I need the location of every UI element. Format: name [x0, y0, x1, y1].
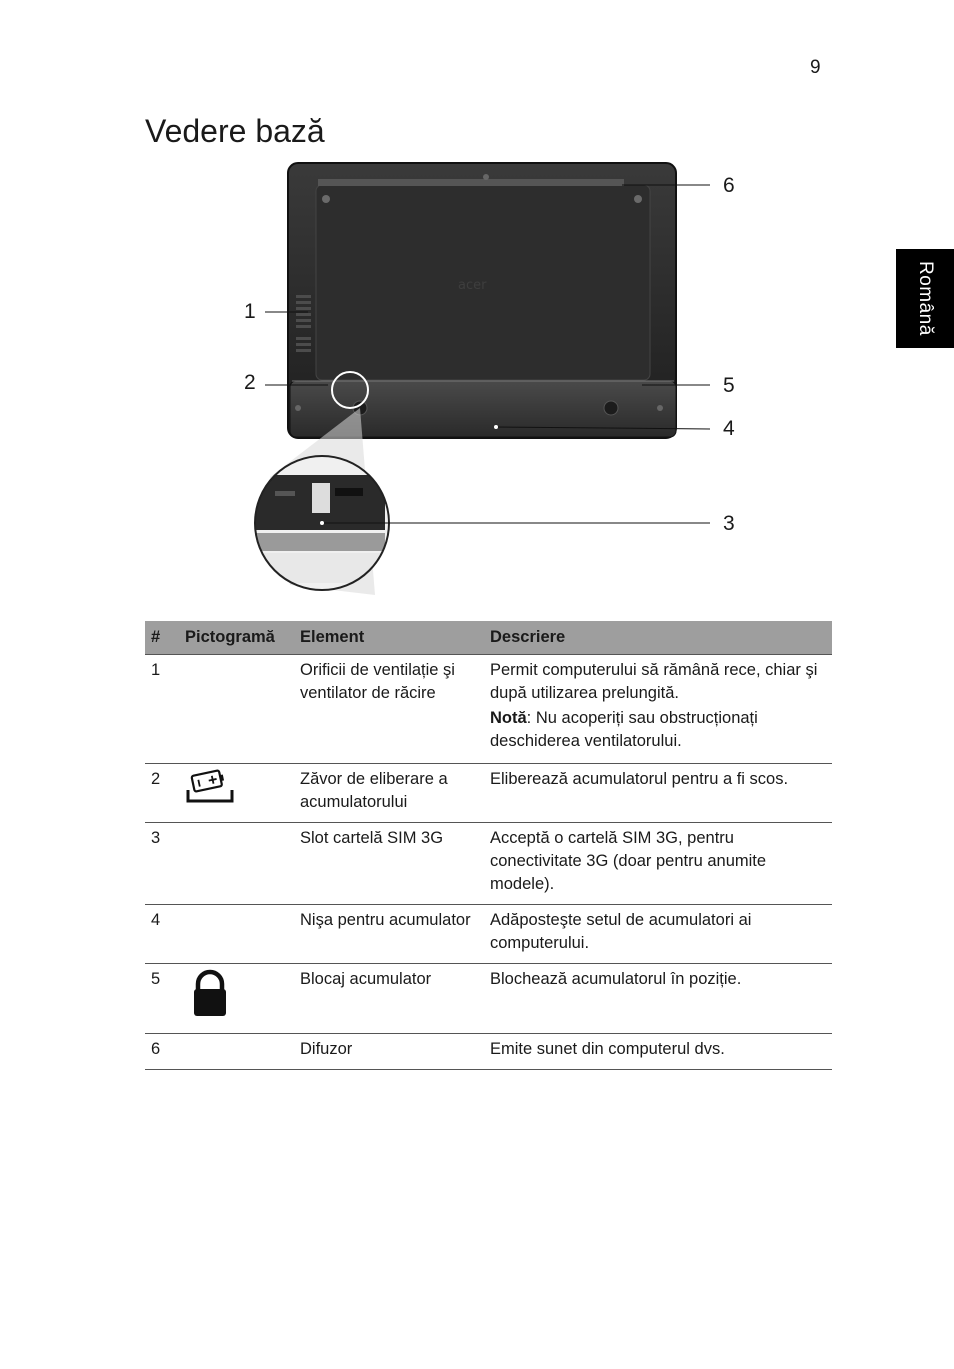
page-number: 9 — [810, 57, 821, 78]
row-description: Acceptă o cartelă SIM 3G, pentru conectivitate 3G (doar pentru anumite modele). — [484, 823, 832, 905]
row-icon-empty — [179, 905, 294, 964]
row-number: 5 — [145, 964, 179, 1034]
language-tab-label: Română — [915, 261, 936, 336]
components-table — [145, 621, 832, 1070]
table-header-row — [145, 621, 832, 655]
row-description-cell — [484, 655, 832, 764]
page-title: Vedere bază — [145, 113, 325, 149]
row-note — [490, 707, 826, 753]
row-number: 4 — [145, 905, 179, 964]
row-element: Difuzor — [294, 1034, 484, 1070]
row-element: Nişa pentru acumulator — [294, 905, 484, 964]
lock-icon — [185, 1004, 235, 1022]
speaker-grille — [318, 179, 624, 186]
row-description: Adăposteşte setul de acumulatori ai computerului. — [484, 905, 832, 964]
row-number: 2 — [145, 764, 179, 823]
row-icon-empty — [179, 655, 294, 764]
callout-4: 4 — [723, 417, 735, 440]
header-icon: Pictogramă — [179, 621, 294, 655]
header-element: Element — [294, 621, 484, 655]
row-icon — [179, 964, 294, 1034]
row-icon — [179, 764, 294, 823]
laptop-base-figure — [230, 155, 770, 605]
callout-5: 5 — [723, 374, 735, 397]
row-element: Slot cartelă SIM 3G — [294, 823, 484, 905]
table-row — [145, 823, 832, 905]
svg-text:acer: acer — [458, 278, 487, 293]
zoom-detail — [250, 450, 400, 600]
row-description: Blochează acumulatorul în poziție. — [484, 964, 832, 1034]
note-text: : Nu acoperiți sau obstrucționați deschiderea ventilatorului. — [490, 709, 758, 750]
row-description: Emite sunet din computerul dvs. — [484, 1034, 832, 1070]
row-description: Permit computerului să rămână rece, chiar şi după utilizarea prelungită. — [490, 661, 818, 702]
row-element: Blocaj acumulator — [294, 964, 484, 1034]
callout-2: 2 — [244, 371, 256, 394]
row-number: 1 — [145, 655, 179, 764]
row-icon-empty — [179, 1034, 294, 1070]
table-row — [145, 764, 832, 823]
callout-1: 1 — [244, 300, 256, 323]
row-description: Eliberează acumulatorul pentru a fi scos. — [484, 764, 832, 823]
note-label: Notă — [490, 709, 527, 727]
battery-release-icon — [185, 790, 235, 808]
row-element: Zăvor de eliberare a acumulatorului — [294, 764, 484, 823]
row-icon-empty — [179, 823, 294, 905]
laptop-base-illustration — [230, 155, 770, 605]
row-number: 6 — [145, 1034, 179, 1070]
callout-3: 3 — [723, 512, 735, 535]
table-row — [145, 1034, 832, 1070]
language-tab — [896, 249, 954, 348]
callout-6: 6 — [723, 174, 735, 197]
table-row — [145, 905, 832, 964]
header-number: # — [145, 621, 179, 655]
table-row — [145, 964, 832, 1034]
table-row — [145, 655, 832, 764]
header-description: Descriere — [484, 621, 832, 655]
row-number: 3 — [145, 823, 179, 905]
row-element: Orificii de ventilație şi ventilator de răcire — [294, 655, 484, 764]
